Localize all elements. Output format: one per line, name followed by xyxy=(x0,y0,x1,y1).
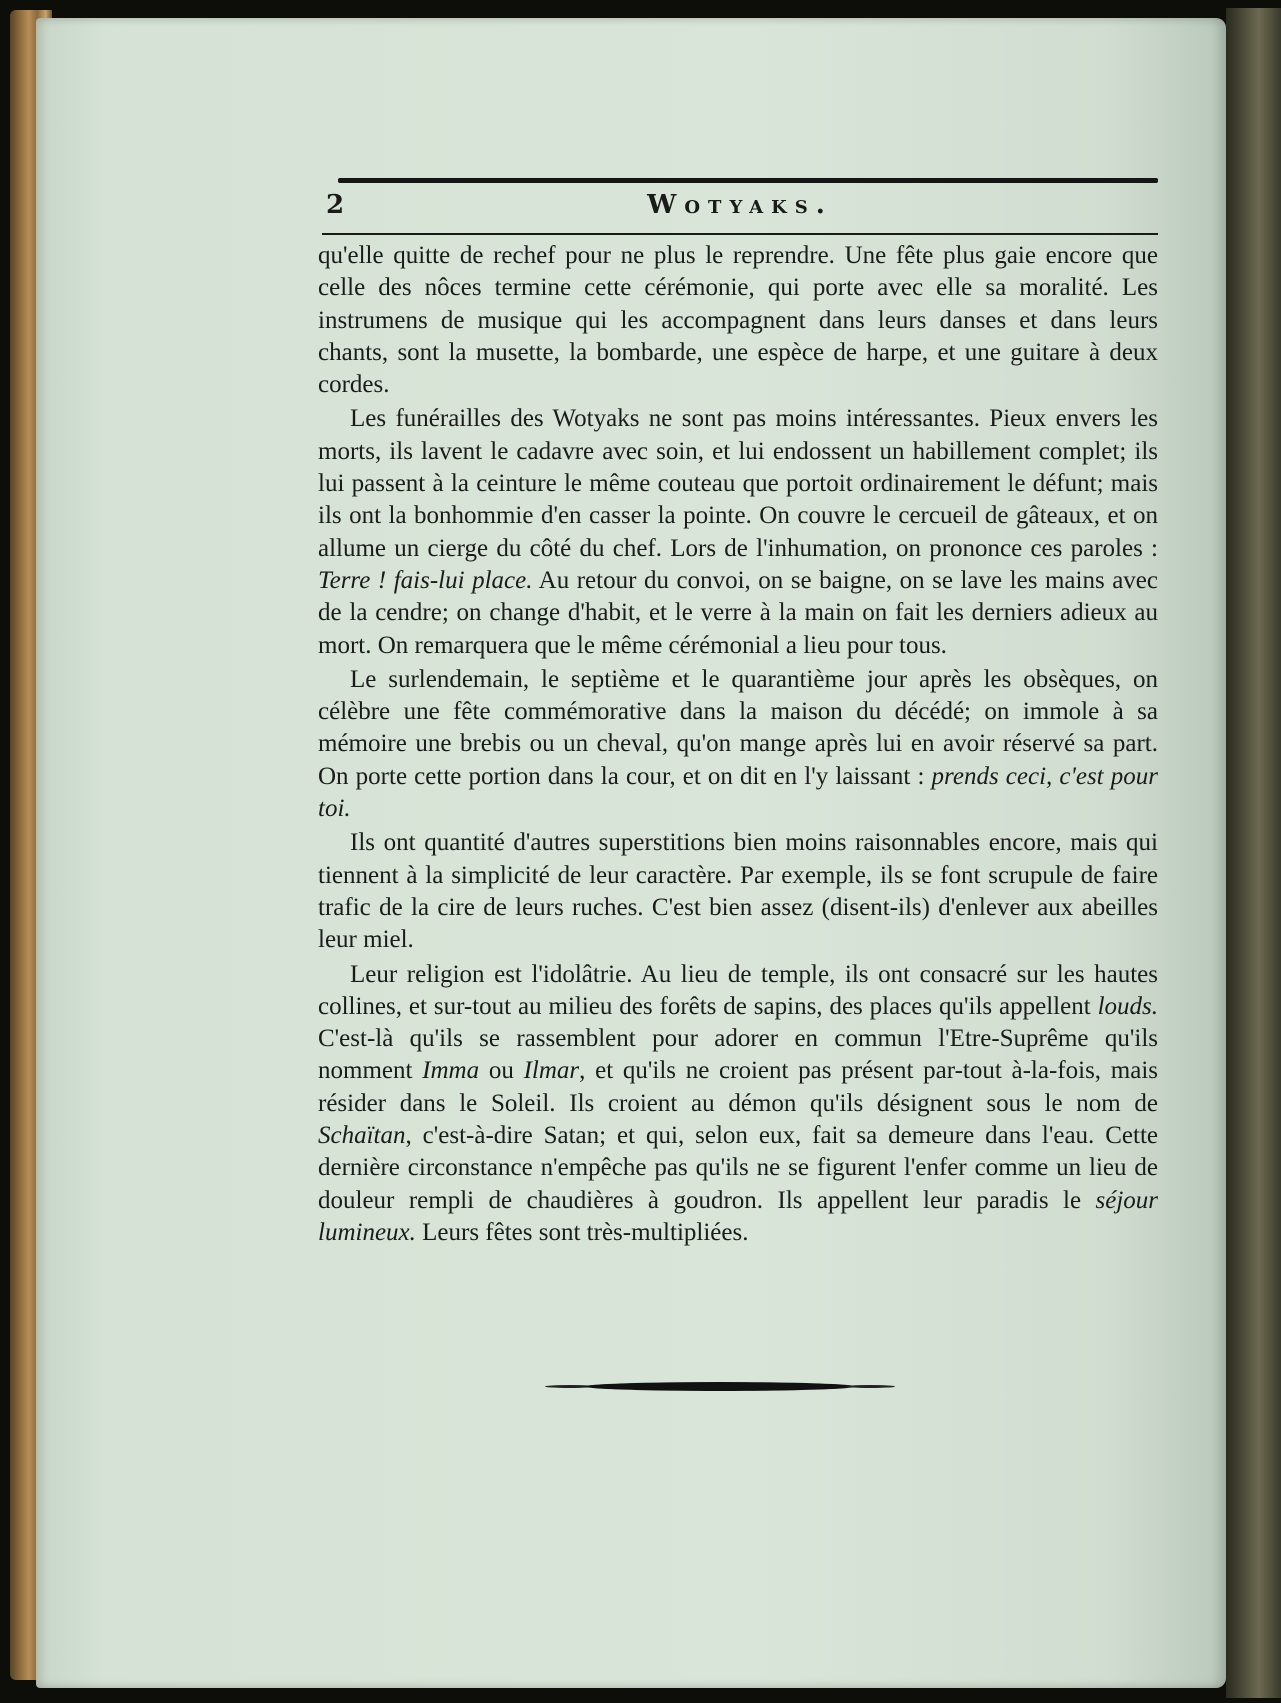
text-run: qu'elle quitte de rechef pour ne plus le reprendre. Une fête plus gaie encore que celle des nôces termine cette cérémonie, qui porte avec elle sa moralité. Les instrumens de musique qui les accompagnent dans leurs danses et dans leurs chants, sont la musette, la bombarde, une espèce de harpe, et une guitare à deux cordes. xyxy=(318,242,1158,399)
header-rule-top xyxy=(338,178,1158,183)
paragraph xyxy=(318,827,1158,956)
page-number: 2 xyxy=(326,190,345,220)
page-header xyxy=(322,190,1158,230)
text-run: , c'est-à-dire Satan; et qui, selon eux, fait sa demeure dans l'eau. Cette dernière circonstance n'empêche pas qu'ils ne se figurent l'enfer comme un lieu de douleur rempli de chaudières à goudron. Ils appellent leur paradis le xyxy=(318,1122,1158,1214)
italic-text: séjour lumineux. xyxy=(318,1186,1158,1246)
italic-text: Ilmar xyxy=(523,1057,580,1085)
text-run: C'est-là qu'ils se rassemblent pour adorer en commun l'Etre-Suprême qu'ils nomment xyxy=(318,1025,1158,1085)
text-run: Au retour du convoi, on se baigne, on se lave les mains avec de la cendre; on change d'habit, et le verre à la main on fait les derniers adieux au mort. On remarquera que le même cérémonial a lieu pour tous. xyxy=(318,566,1158,659)
text-run: Leur religion est l'idolâtrie. Au lieu de temple, ils ont consacré sur les hautes collines, et sur-tout au milieu des forêts de sapins, des places qu'ils appellent xyxy=(318,960,1158,1020)
italic-text: louds. xyxy=(1097,992,1158,1020)
end-ornament-right xyxy=(845,1385,895,1388)
paragraph xyxy=(318,664,1158,825)
italic-text: Terre ! fais-lui place. xyxy=(318,566,533,594)
end-ornament xyxy=(585,1382,855,1391)
running-head: Wotyaks. xyxy=(647,190,833,220)
paragraph xyxy=(318,403,1158,661)
text-run: Leurs fêtes sont très-multipliées. xyxy=(415,1218,749,1246)
paragraph xyxy=(318,240,1158,401)
body-text xyxy=(318,240,1158,1249)
text-run: , et qu'ils ne croient pas présent par-tout à-la-fois, mais résider dans le Soleil. Ils croient au démon qu'ils désignent sous le nom de xyxy=(318,1057,1158,1117)
header-rule-bottom xyxy=(322,233,1158,235)
text-run: Les funérailles des Wotyaks ne sont pas moins intéressantes. Pieux envers les morts, ils lavent le cadavre avec soin, et lui endossent un habillement complet; ils lui passent à la ceinture le même couteau que portoit ordinairement le défunt; mais ils ont la bonhommie d'en casser la pointe. On couvre le cercueil de gâteaux, et on allume un cierge du côté du chef. Lors de l'inhumation, on prononce ces paroles : xyxy=(318,405,1158,562)
paragraph xyxy=(318,959,1158,1250)
text-run: Ils ont quantité d'autres superstitions bien moins raisonnables encore, mais qui tiennent à la simplicité de leur caractère. Par exemple, ils se font scrupule de faire trafic de la cire de leurs ruches. C'est bien assez (disent-ils) d'enlever aux abeilles leur miel. xyxy=(318,829,1158,954)
italic-text: Imma xyxy=(422,1057,480,1085)
text-run: ou xyxy=(479,1057,524,1085)
text-run: Le surlendemain, le septième et le quarantième jour après les obsèques, on célèbre une fête commémorative dans la maison du décédé; on immole à sa mémoire une brebis ou un cheval, qu'on mange après lui en avoir réservé sa part. On porte cette portion dans la cour, et on dit en l'y laissant : xyxy=(318,665,1158,790)
italic-text: prends ceci, c'est pour toi. xyxy=(318,762,1158,823)
binding-edge xyxy=(1226,8,1281,1698)
italic-text: Schaïtan xyxy=(318,1122,406,1150)
